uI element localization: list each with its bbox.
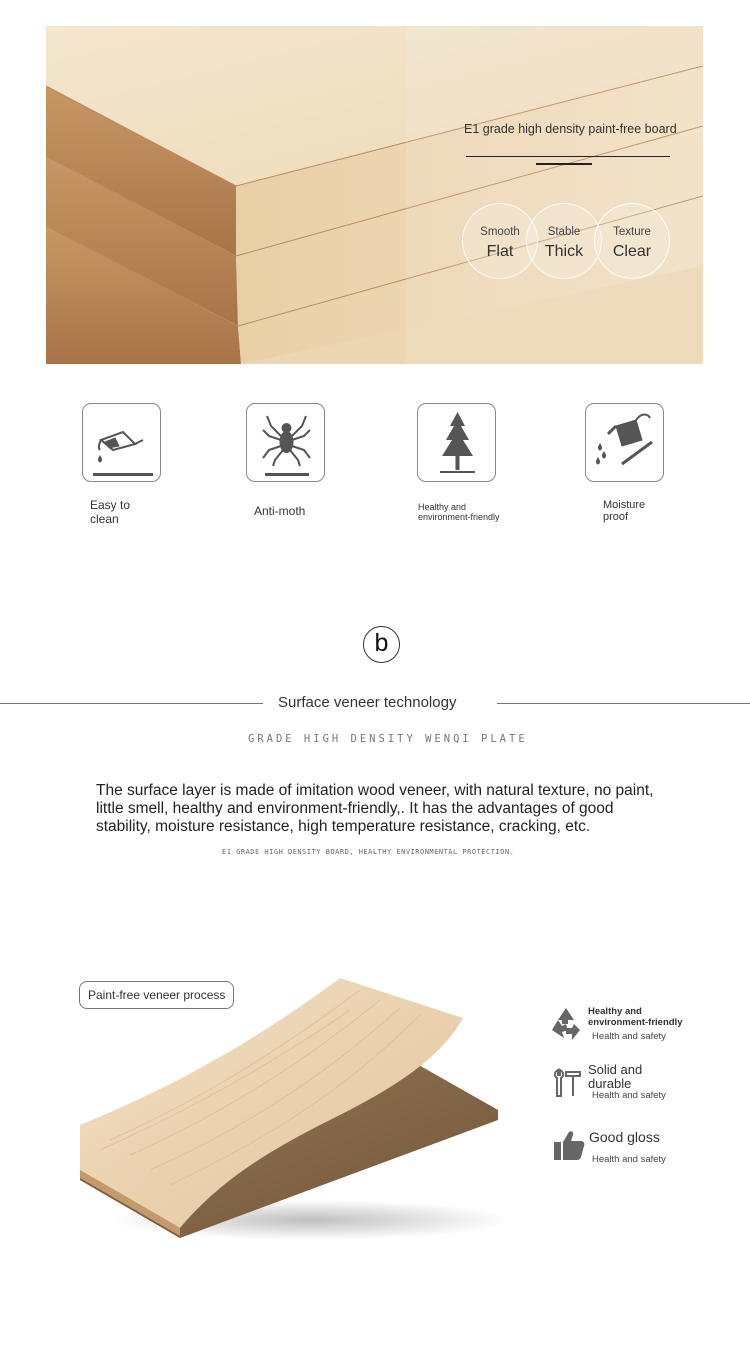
- eco-friendly-label: Healthy and environment-friendly: [418, 502, 500, 522]
- stacked-boards-illustration: [46, 26, 703, 364]
- tools-icon: [550, 1066, 584, 1100]
- benefit-sub-durable: Health and safety: [592, 1090, 666, 1101]
- section-title: Surface veneer technology: [278, 694, 457, 711]
- anti-moth-icon-box: [246, 403, 325, 482]
- benefit-sub-gloss: Health and safety: [592, 1154, 666, 1165]
- benefit-title-eco: Healthy and environment-friendly: [588, 1006, 683, 1028]
- feature-bubble-stable: Stable Thick: [526, 203, 602, 279]
- feature-bubble-texture: Texture Clear: [594, 203, 670, 279]
- title-rule-left: [0, 703, 263, 704]
- benefit-title-durable: Solid and durable: [588, 1062, 643, 1091]
- process-label: Paint-free veneer process: [79, 981, 234, 1009]
- section-caption: E1 GRADE HIGH DENSITY BOARD, HEALTHY ENVIRONMENTAL PROTECTION.: [222, 848, 515, 856]
- bending-veneer-image: [70, 970, 510, 1250]
- eco-friendly-icon-box: [417, 403, 496, 482]
- easy-clean-label: Easy to clean: [90, 498, 131, 526]
- moisture-proof-icon-box: [585, 403, 664, 482]
- benefit-sub-eco: Health and safety: [592, 1031, 666, 1042]
- watering-can-icon: [586, 404, 665, 483]
- section-letter-badge: b: [363, 626, 400, 663]
- hero-underline-accent: [536, 163, 592, 165]
- benefit-title-gloss: Good gloss: [589, 1129, 660, 1145]
- spider-icon: [247, 404, 326, 483]
- hero-board-image: [46, 26, 703, 364]
- section-subtitle: GRADE HIGH DENSITY WENQI PLATE: [248, 733, 528, 745]
- hero-underline: [466, 156, 670, 157]
- title-rule-right: [497, 703, 750, 704]
- easy-clean-icon-box: [82, 403, 161, 482]
- hero-title: E1 grade high density paint-free board: [464, 122, 677, 136]
- feature-bubble-smooth: Smooth Flat: [462, 203, 538, 279]
- section-body-text: The surface layer is made of imitation wood veneer, with natural texture, no paint, little smell, healthy and environment-friendly,. It has the advantages of good stability, moisture resistance, high temperature resistance, cracking, etc.: [96, 782, 654, 835]
- anti-moth-label: Anti-moth: [254, 504, 306, 518]
- thumbs-up-icon: [552, 1128, 586, 1162]
- moisture-proof-label: Moisture proof: [603, 499, 646, 523]
- pour-cleaning-icon: [83, 404, 162, 483]
- recycle-icon: [548, 1006, 584, 1042]
- tree-icon: [418, 404, 497, 483]
- veneer-board-illustration: [70, 970, 510, 1250]
